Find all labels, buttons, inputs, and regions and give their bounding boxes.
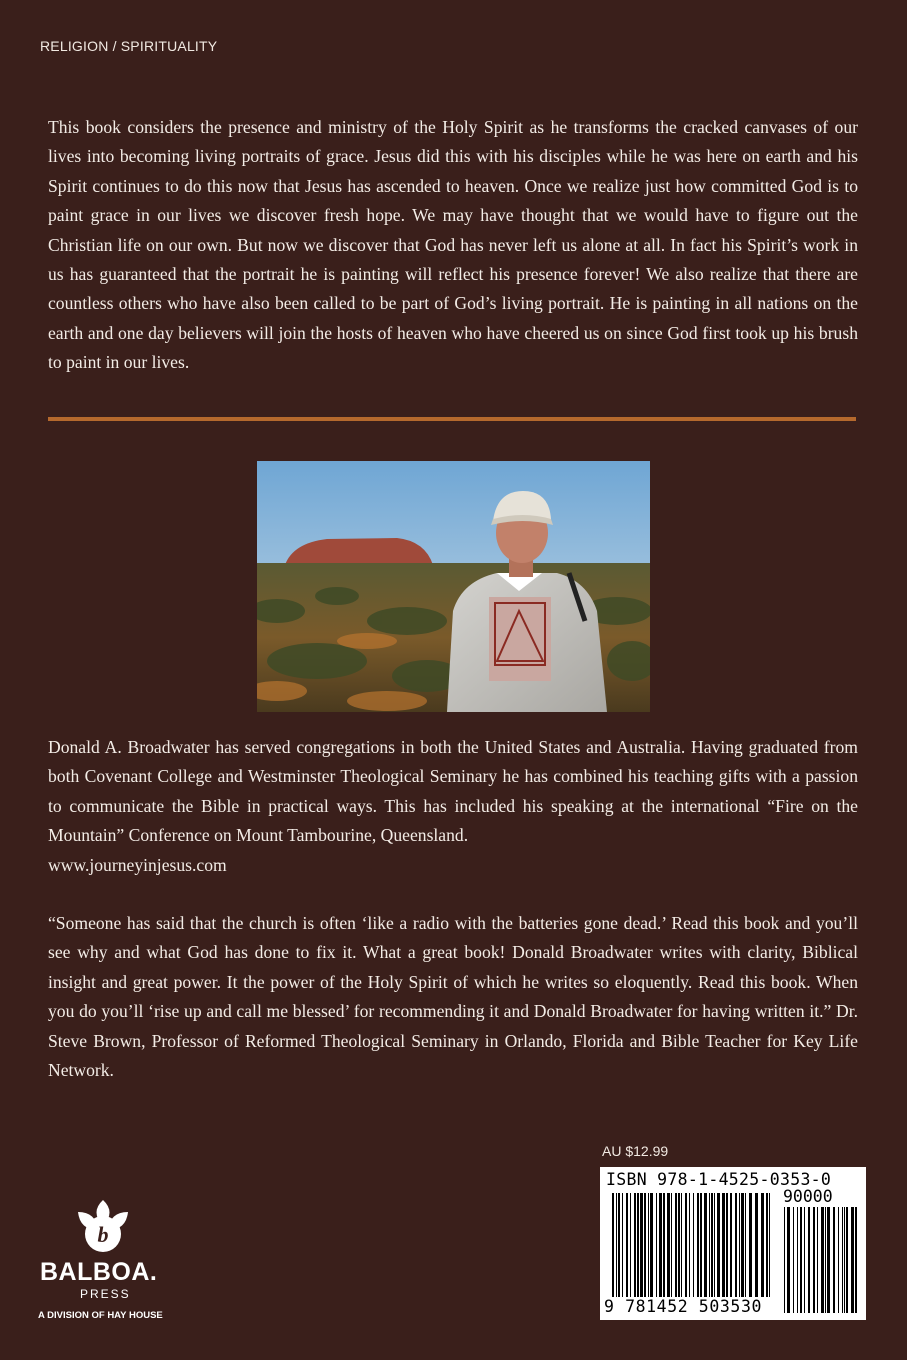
publisher-logo — [38, 1198, 168, 1328]
divider-rule — [48, 417, 856, 421]
price-label: AU $12.99 — [602, 1143, 669, 1159]
publisher-sub: PRESS — [80, 1287, 131, 1301]
lotus-icon — [38, 1198, 168, 1260]
category-label: RELIGION / SPIRITUALITY — [40, 38, 218, 54]
barcode-addon-number: 90000 — [783, 1187, 833, 1206]
isbn-text: ISBN 978-1-4525-0353-0 — [606, 1170, 832, 1189]
logo-letter: b — [97, 1222, 109, 1247]
author-bio-text: Donald A. Broadwater has served congregations in both the United States and Australia. Having graduated from both Covenant College and Westminster Theological Seminary he has combined his teaching gifts with a passion to communicate the Bible in practical ways. This has included his speaking at the international “Fire on the Mountain” Conference on Mount Tambourine, Queensland. — [48, 737, 858, 846]
barcode-number: 9 781452 503530 — [604, 1297, 763, 1316]
book-blurb: This book considers the presence and ministry of the Holy Spirit as he transforms the cracked canvases of our lives into becoming living portraits of grace. Jesus did this with his disciples while he was here on earth and his Spirit continues to do this now that Jesus has ascended to heaven. Once we realize just how committed God is to paint grace in our lives we discover fresh hope. We may have thought that we would have to figure out the Christian life on our own. But now we discover that God has never left us alone at all. In fact his Spirit’s work in us has guaranteed that the portrait he is painting will reflect his presence forever! We also realize that there are countless others who have also been called to be part of God’s living portrait. He is painting in all nations on the earth and one day believers will join the hosts of heaven who have cheered us on since God first took up his brush to paint in our lives. — [48, 117, 858, 373]
author-website[interactable]: www.journeyinjesus.com — [48, 854, 227, 875]
author-bio — [48, 733, 858, 880]
isbn-barcode — [600, 1167, 866, 1320]
publisher-name: BALBOA. — [40, 1258, 158, 1286]
publisher-division: A DIVISION OF HAY HOUSE — [38, 1310, 163, 1321]
author-photo — [257, 461, 650, 712]
endorsement-quote: “Someone has said that the church is often ‘like a radio with the batteries gone dead.’ Read this book and you’ll see why and what God has done to fix it. What a great book! Donald Broadwater writes with clarity, Biblical insight and great power. It the power of the Holy Spirit of which he writes so eloquently. Read this book. When you do you’ll ‘rise up and call me blessed’ for recommending it and Donald Broadwater for having written it.” Dr. Steve Brown, Professor of Reformed Theological Seminary in Orlando, Florida and Bible Teacher for Key Life Network. — [48, 913, 858, 1081]
